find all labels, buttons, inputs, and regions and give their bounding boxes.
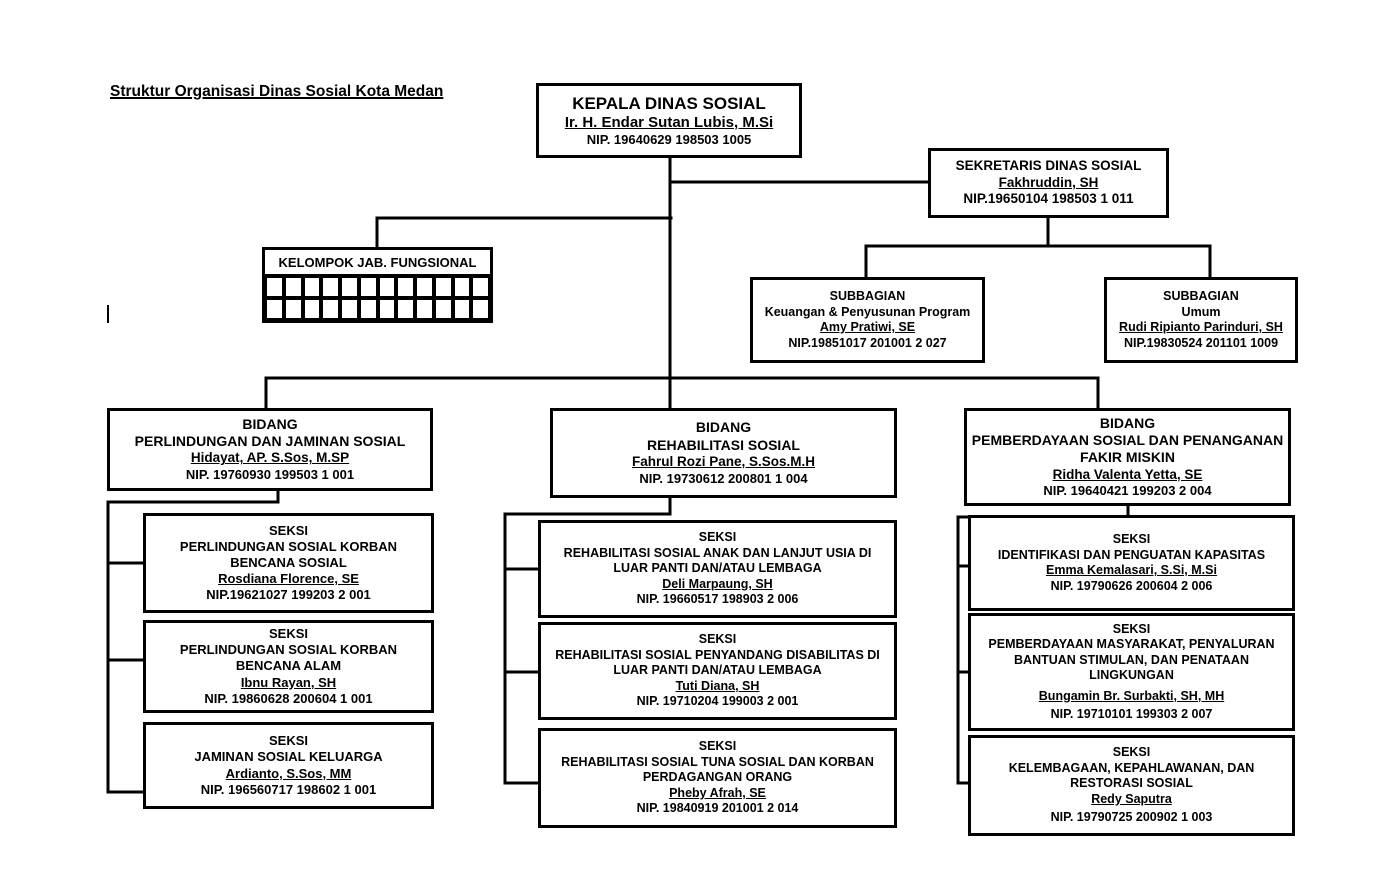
fungsional-grid-cell	[284, 298, 303, 320]
box-subheading: Keuangan & Penyusunan Program	[764, 304, 971, 319]
fungsional-grid-cell	[359, 298, 378, 320]
box-subheading: PERLINDUNGAN DAN JAMINAN SOSIAL	[134, 433, 406, 450]
org-box-bidang-perlindungan	[107, 408, 433, 491]
box-person: Ir. H. Endar Sutan Lubis, M.Si	[564, 113, 774, 131]
org-box-seksi-perlindungan-bencana-alam	[143, 620, 434, 713]
page-title: Struktur Organisasi Dinas Sosial Kota Medan	[110, 83, 444, 100]
fungsional-grid-cell	[340, 276, 359, 298]
box-person: Redy Saputra	[1091, 791, 1172, 806]
org-box-kelompok-jab-fungsional	[262, 247, 493, 323]
fungsional-grid-cell	[303, 276, 322, 298]
org-box-seksi-identifikasi	[968, 515, 1295, 611]
org-box-seksi-rehab-disabilitas	[538, 622, 897, 720]
box-person: Rudi Ripianto Parinduri, SH	[1119, 320, 1283, 334]
box-heading: SUBBAGIAN	[1163, 289, 1239, 303]
box-heading: SEKSI	[1112, 745, 1151, 760]
box-person: Ibnu Rayan, SH	[240, 674, 337, 690]
box-nip: NIP. 19710101 199303 2 007	[1050, 707, 1213, 721]
fungsional-grid-cell	[396, 298, 415, 320]
box-heading: SUBBAGIAN	[829, 289, 906, 303]
fungsional-grid-cell	[321, 276, 340, 298]
fungsional-grid-cell	[321, 298, 340, 320]
fungsional-grid-cell	[303, 298, 322, 320]
box-person: Rosdiana Florence, SE	[218, 571, 359, 587]
box-person: Emma Kemalasari, S.Si, M.Si	[1046, 563, 1217, 577]
box-person: Ardianto, S.Sos, MM	[225, 765, 352, 781]
fungsional-grid-cell	[378, 276, 397, 298]
box-person: Ridha Valenta Yetta, SE	[1052, 466, 1203, 482]
box-person: Hidayat, AP. S.Sos, M.SP	[190, 450, 350, 466]
fungsional-grid-cell	[434, 276, 453, 298]
org-box-sekretaris	[928, 148, 1169, 218]
box-heading: SEKSI	[268, 626, 308, 642]
box-subheading: PERLINDUNGAN SOSIAL KORBAN BENCANA ALAM	[179, 642, 398, 674]
org-box-subbagian-umum	[1104, 277, 1298, 363]
fungsional-grid	[265, 276, 490, 320]
fungsional-grid-cell	[434, 298, 453, 320]
box-heading: SEKSI	[1112, 621, 1151, 636]
box-subheading: JAMINAN SOSIAL KELUARGA	[194, 749, 383, 765]
box-heading: SEKSI	[698, 530, 737, 545]
fungsional-grid-cell	[471, 298, 490, 320]
box-nip: NIP. 19790626 200604 2 006	[1050, 578, 1213, 593]
org-box-kepala	[536, 83, 802, 158]
org-box-seksi-rehab-tuna-sosial	[538, 728, 897, 828]
org-box-seksi-kelembagaan	[968, 735, 1295, 836]
box-subheading: PEMBERDAYAAN SOSIAL DAN PENANGANAN FAKIR MISKIN	[971, 431, 1284, 466]
box-nip: NIP. 19790725 200902 1 003	[1050, 810, 1213, 825]
fungsional-grid-cell	[396, 276, 415, 298]
box-heading: KEPALA DINAS SOSIAL	[572, 93, 766, 113]
box-heading: SEKSI	[268, 733, 308, 749]
box-nip: NIP. 19640629 198503 1005	[586, 132, 752, 148]
box-nip: NIP.19830524 201101 1009	[1123, 335, 1279, 350]
box-person: Fakhruddin, SH	[998, 174, 1099, 190]
box-nip: NIP. 196560717 198602 1 001	[200, 781, 377, 797]
box-subheading: REHABILITASI SOSIAL TUNA SOSIAL DAN KORBAN PERDAGANGAN ORANG	[561, 754, 874, 785]
org-box-seksi-pemberdayaan-masyarakat	[968, 613, 1295, 731]
box-nip: NIP.19851017 201001 2 027	[788, 335, 947, 350]
box-heading: BIDANG	[695, 419, 752, 436]
fungsional-grid-cell	[415, 276, 434, 298]
box-heading: BIDANG	[1099, 414, 1156, 431]
box-nip: NIP. 19730612 200801 1 004	[639, 470, 808, 486]
box-subheading: REHABILITASI SOSIAL PENYANDANG DISABILITAS DI LUAR PANTI DAN/ATAU LEMBAGA	[555, 647, 880, 678]
org-box-subbagian-keuangan	[750, 277, 985, 363]
box-heading: SEKSI	[698, 739, 737, 754]
box-heading: BIDANG	[242, 415, 298, 432]
box-subheading: REHABILITASI SOSIAL ANAK DAN LANJUT USIA DI LUAR PANTI DAN/ATAU LEMBAGA	[563, 545, 872, 576]
box-subheading: PEMBERDAYAAN MASYARAKAT, PENYALURAN BANTUAN STIMULAN, DAN PENATAAN LINGKUNGAN	[988, 637, 1275, 682]
fungsional-grid-cell	[453, 276, 472, 298]
org-box-bidang-rehabilitasi	[550, 408, 897, 498]
org-box-bidang-pemberdayaan	[964, 408, 1291, 506]
box-subheading: IDENTIFIKASI DAN PENGUATAN KAPASITAS	[997, 547, 1266, 562]
box-nip: NIP. 19710204 199003 2 001	[636, 694, 799, 709]
fungsional-grid-cell	[265, 276, 284, 298]
box-heading: SEKSI	[1112, 532, 1151, 546]
box-nip: NIP.19621027 199203 2 001	[206, 587, 371, 603]
box-person: Bungamin Br. Surbakti, SH, MH	[1038, 688, 1225, 703]
box-nip: NIP. 19640421 199203 2 004	[1043, 483, 1212, 499]
fungsional-grid-cell	[265, 298, 284, 320]
fungsional-grid-cell	[415, 298, 434, 320]
box-subheading: KELEMBAGAAN, KEPAHLAWANAN, DAN RESTORASI SOSIAL	[1008, 760, 1255, 791]
fungsional-grid-cell	[284, 276, 303, 298]
box-nip: NIP. 19860628 200604 1 001	[204, 690, 373, 706]
org-box-seksi-jaminan-sosial-keluarga	[143, 722, 434, 809]
fungsional-grid-cell	[378, 298, 397, 320]
box-person: Fahrul Rozi Pane, S.Sos.M.H	[631, 453, 816, 469]
box-nip: NIP. 19840919 201001 2 014	[636, 801, 799, 816]
box-nip: NIP.19650104 198503 1 011	[963, 191, 1134, 207]
box-heading: KELOMPOK JAB. FUNGSIONAL	[265, 250, 490, 276]
box-person: Pheby Afrah, SE	[669, 785, 766, 800]
fungsional-grid-cell	[359, 276, 378, 298]
box-heading: SEKRETARIS DINAS SOSIAL	[955, 157, 1142, 173]
box-heading: SEKSI	[698, 632, 737, 647]
box-person: Deli Marpaung, SH	[662, 576, 773, 591]
box-person: Tuti Diana, SH	[675, 678, 760, 693]
box-person: Amy Pratiwi, SE	[819, 320, 916, 334]
fungsional-grid-cell	[471, 276, 490, 298]
fungsional-grid-cell	[340, 298, 359, 320]
org-box-seksi-rehab-anak-lanjut-usia	[538, 520, 897, 618]
org-box-seksi-perlindungan-bencana-sosial	[143, 513, 434, 613]
box-subheading: REHABILITASI SOSIAL	[647, 436, 800, 453]
box-subheading: Umum	[1181, 304, 1221, 319]
box-heading: SEKSI	[268, 522, 308, 538]
fungsional-grid-cell	[453, 298, 472, 320]
box-nip: NIP. 19660517 198903 2 006	[636, 592, 799, 607]
box-nip: NIP. 19760930 199503 1 001	[185, 467, 355, 483]
box-subheading: PERLINDUNGAN SOSIAL KORBAN BENCANA SOSIAL	[179, 538, 398, 570]
